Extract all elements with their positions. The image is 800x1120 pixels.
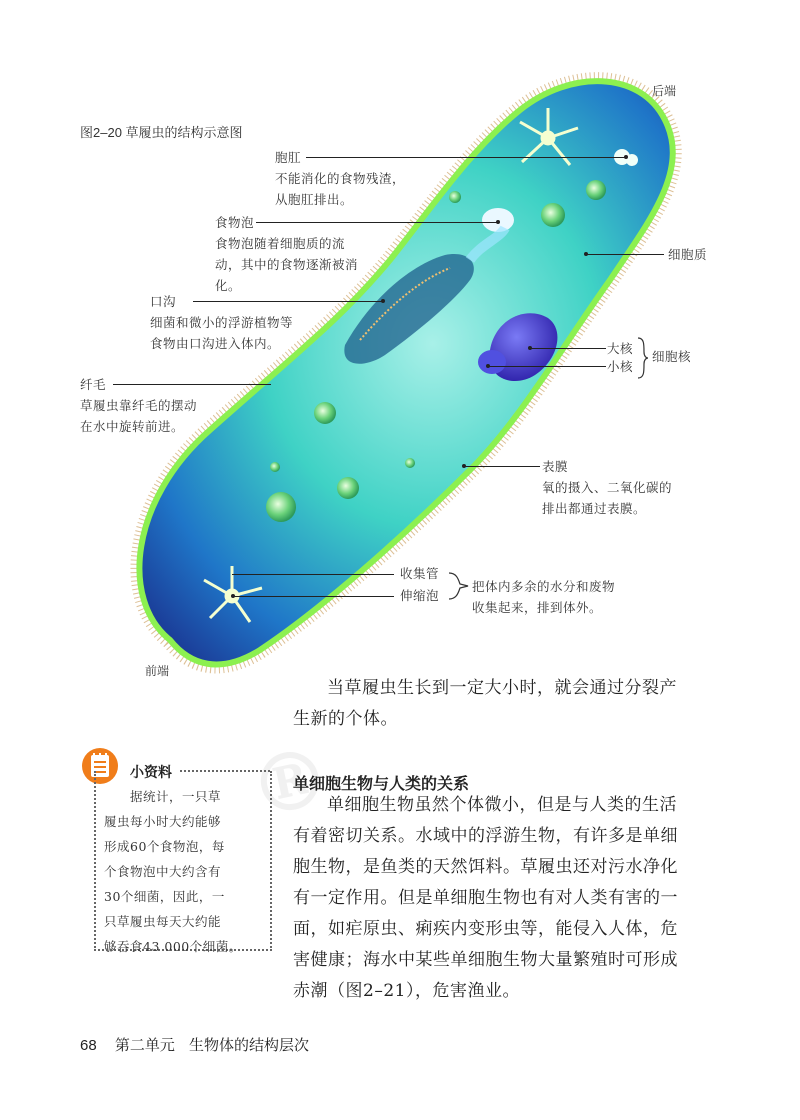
food-vacuole-leader-dot xyxy=(496,220,500,224)
sidebar-note-line-5: 30个细菌，因此，一 xyxy=(104,889,225,904)
paragraph-relationship-line-2: 有着密切关系。水域中的浮游生物，有许多是单细 xyxy=(293,826,678,846)
sidebar-note-line-2: 履虫每小时大约能够 xyxy=(104,814,222,829)
sidebar-note-line-3: 形成60个食物泡，每 xyxy=(104,839,225,854)
excretion-desc-1: 把体内多余的水分和废物 xyxy=(472,579,616,594)
food-vacuole-leader-line xyxy=(256,222,498,223)
cilia-desc-1: 草履虫靠纤毛的摆动 xyxy=(80,398,198,413)
paragraph-relationship xyxy=(293,790,713,1007)
anus-desc-2: 从胞肛排出。 xyxy=(275,192,354,207)
excretion-desc-2: 收集起来，排到体外。 xyxy=(472,600,603,615)
sidebar-note-line-6: 只草履虫每天大约能 xyxy=(104,914,222,929)
macronucleus-leader-line xyxy=(530,348,606,349)
collecting-canal-label: 收集管 xyxy=(400,566,440,581)
membrane-label xyxy=(542,456,672,519)
paragraph-division xyxy=(293,673,713,735)
micronucleus-leader-line xyxy=(488,366,606,367)
page-number: 68 xyxy=(80,1037,97,1054)
nucleus-label: 细胞核 xyxy=(652,349,692,364)
contractile-vacuole-leader-line xyxy=(233,596,394,597)
excretion-desc xyxy=(472,576,615,618)
sidebar-note-line-7: 够吞食43 000个细菌。 xyxy=(104,939,242,954)
anus-leader-dot xyxy=(624,155,628,159)
macronucleus-label: 大核 xyxy=(607,341,634,356)
oral-groove-name: 口沟 xyxy=(150,294,177,309)
cytoplasm-label: 细胞质 xyxy=(668,247,708,262)
sidebar-note-title: 小资料 xyxy=(130,764,172,780)
food-vacuole-desc-2: 动，其中的食物逐渐被消 xyxy=(215,257,359,272)
figure-title: 图2–20 草履虫的结构示意图 xyxy=(80,125,243,140)
paragraph-relationship-line-6: 害健康；海水中某些单细胞生物大量繁殖时可形成 xyxy=(293,950,678,970)
food-vacuole-label xyxy=(215,212,358,296)
sidebar-note-line-4: 个食物泡中大约含有 xyxy=(104,864,222,879)
anus-leader-line xyxy=(306,157,626,158)
sidebar-note-text xyxy=(104,784,266,959)
oral-groove-desc-2: 食物由口沟进入体内。 xyxy=(150,336,281,351)
paragraph-relationship-line-3: 胞生物，是鱼类的天然饵料。草履虫还对污水净化 xyxy=(293,857,678,877)
paragraph-relationship-line-5: 面，如疟原虫、痢疾内变形虫等，能侵入人体，危 xyxy=(293,919,678,939)
sidebar-note-line-1: 据统计，一只草 xyxy=(130,789,222,804)
anus-desc-1: 不能消化的食物残渣， xyxy=(275,171,406,186)
oral-groove-desc-1: 细菌和微小的浮游植物等 xyxy=(150,315,294,330)
food-vacuole-desc-1: 食物泡随着细胞质的流 xyxy=(215,236,346,251)
micronucleus xyxy=(478,350,506,374)
publisher-watermark: ® xyxy=(241,727,339,837)
micronucleus-label: 小核 xyxy=(607,359,634,374)
paragraph-relationship-line-7: 赤潮（图2–21），危害渔业。 xyxy=(293,981,520,1001)
food-vacuole-name: 食物泡 xyxy=(215,215,255,230)
oral-groove-leader-line xyxy=(193,301,383,302)
membrane-leader-line xyxy=(464,466,540,467)
collecting-canal-leader-line xyxy=(232,574,394,575)
section-heading: 单细胞生物与人类的关系 xyxy=(293,776,470,793)
footer-unit: 第二单元 xyxy=(114,1037,175,1054)
food-vacuole-desc-3: 化。 xyxy=(215,278,242,293)
membrane-desc-2: 排出都通过表膜。 xyxy=(542,501,647,516)
rear-end-label: 后端 xyxy=(652,84,677,98)
cilia-leader-line xyxy=(113,384,271,385)
footer-chapter: 生物体的结构层次 xyxy=(189,1037,310,1054)
membrane-name: 表膜 xyxy=(542,459,569,474)
paragraph-division-line-1: 当草履虫生长到一定大小时，就会通过分裂产 xyxy=(327,678,677,698)
paragraph-relationship-line-4: 有一定作用。但是单细胞生物也有对人类有害的一 xyxy=(293,888,678,908)
contractile-vacuole-label: 伸缩泡 xyxy=(400,588,440,603)
cilia-desc-2: 在水中旋转前进。 xyxy=(80,419,185,434)
anus-name: 胞肛 xyxy=(275,150,302,165)
oral-groove-leader-dot xyxy=(381,299,385,303)
excretion-brace xyxy=(448,570,472,602)
paragraph-relationship-line-1: 单细胞生物虽然个体微小，但是与人类的生活 xyxy=(327,795,677,815)
membrane-desc-1: 氧的摄入、二氧化碳的 xyxy=(542,480,673,495)
nucleus-brace xyxy=(636,336,650,380)
page-footer xyxy=(80,1034,309,1055)
cilia-name: 纤毛 xyxy=(80,377,107,392)
cytoplasm-leader-line xyxy=(586,254,664,255)
front-end-label: 前端 xyxy=(145,664,170,678)
paragraph-division-line-2: 生新的个体。 xyxy=(293,709,398,729)
